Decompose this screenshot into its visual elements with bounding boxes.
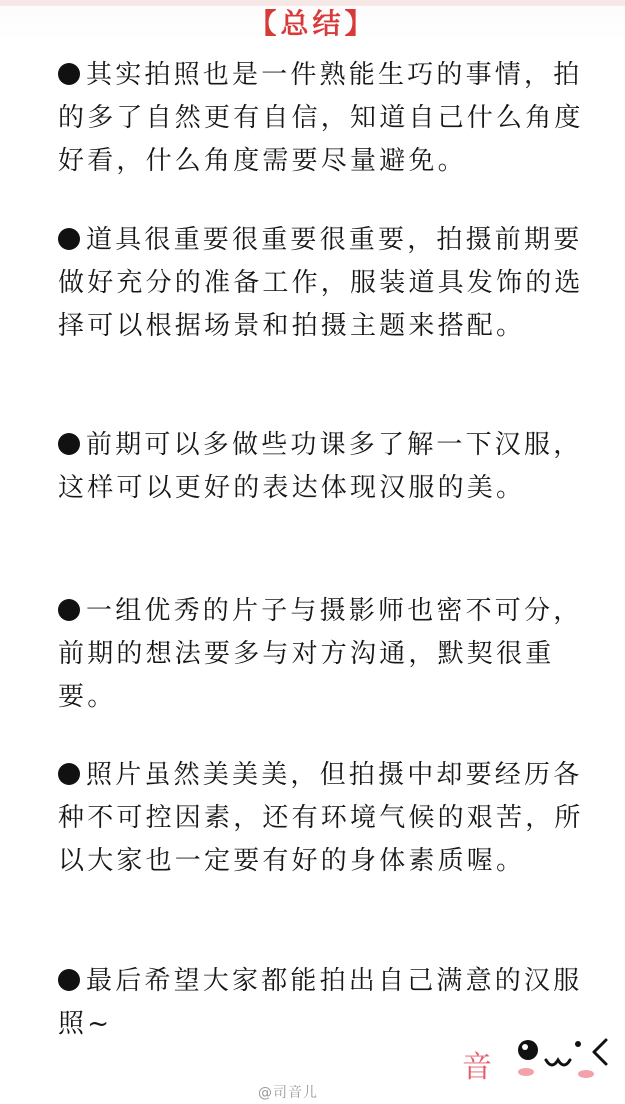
paragraph-text: 最后希望大家都能拍出自己满意的汉服照~	[58, 966, 583, 1039]
section-header	[0, 6, 625, 42]
bullet-icon	[58, 969, 80, 991]
summary-paragraph-1	[58, 54, 598, 183]
summary-paragraph-5	[58, 754, 598, 883]
bullet-icon	[58, 228, 80, 250]
signature	[448, 1018, 608, 1090]
cute-face-doodle-icon	[506, 1030, 616, 1092]
bullet-icon	[58, 599, 80, 621]
bullet-icon	[58, 63, 80, 85]
paragraph-text: 照片虽然美美美，但拍摄中却要经历各种不可控因素，还有环境气候的艰苦，所以大家也一定要有好的身体素质喔。	[58, 760, 584, 876]
summary-paragraph-2	[58, 219, 598, 348]
paragraph-text: 前期可以多做些功课多了解一下汉服，这样可以更好的表达体现汉服的美。	[58, 430, 583, 503]
bullet-icon	[58, 433, 80, 455]
paragraph-text: 一组优秀的片子与摄影师也密不可分，前期的想法要多与对方沟通，默契很重要。	[58, 596, 583, 712]
header-title: 总结	[280, 7, 345, 40]
signature-char: 音	[462, 1050, 492, 1085]
paragraph-text: 其实拍照也是一件熟能生巧的事情，拍的多了自然更有自信，知道自己什么角度好看，什么角度需要尽量避免。	[58, 60, 584, 176]
header-bracket-right: 】	[344, 7, 377, 40]
summary-paragraph-3	[58, 424, 598, 510]
summary-paragraph-4	[58, 590, 598, 719]
header-bracket-left: 【	[248, 7, 281, 40]
paragraph-text: 道具很重要很重要很重要，拍摄前期要做好充分的准备工作，服装道具发饰的选择可以根据场景和拍摄主题来搭配。	[58, 225, 584, 341]
watermark: @司音儿	[258, 1085, 318, 1101]
bullet-icon	[58, 763, 80, 785]
